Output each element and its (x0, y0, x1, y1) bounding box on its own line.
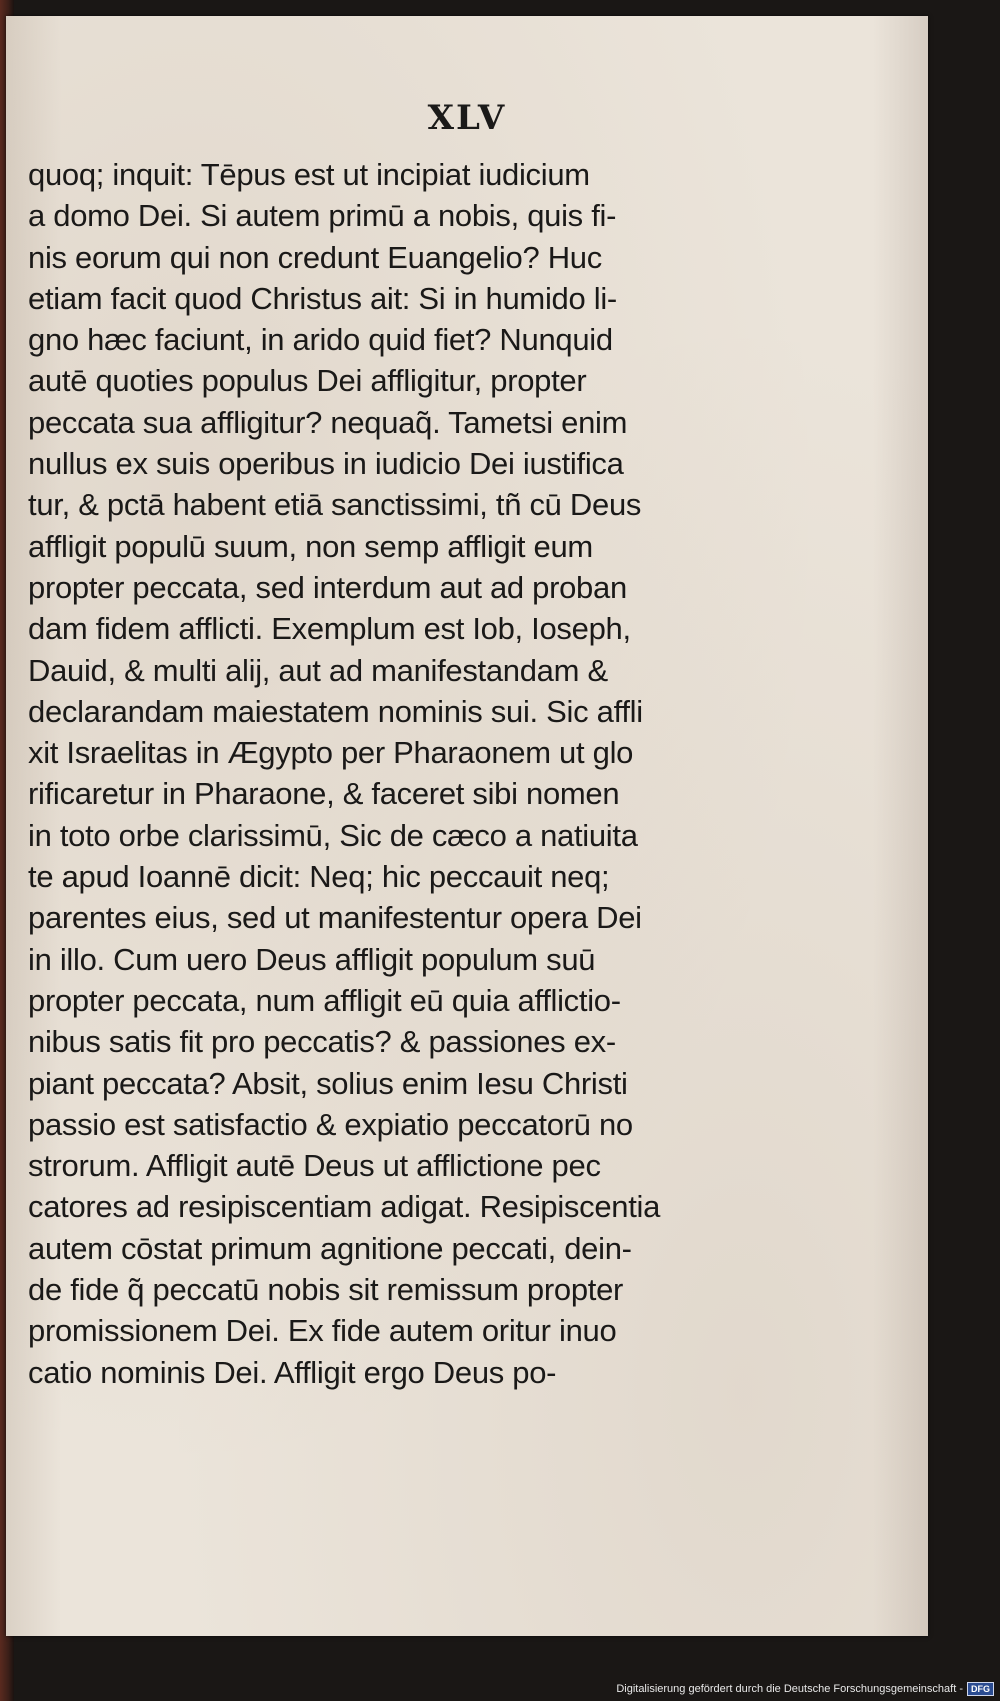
text-line: dam fidem afflicti. Exemplum est Iob, Ioseph, (28, 611, 631, 647)
book-page (6, 16, 928, 1636)
text-line: propter peccata, num affligit eū quia afflictio- (28, 982, 621, 1018)
text-line: peccata sua affligitur? nequaq̃. Tametsi enim (28, 404, 628, 440)
page-header-folio: XLV (427, 98, 507, 138)
text-line: etiam facit quod Christus ait: Si in humido li- (28, 280, 617, 316)
text-line: nullus ex suis operibus in iudicio Dei iustifica (28, 446, 624, 482)
digitization-credit (616, 1681, 994, 1697)
text-line: propter peccata, sed interdum aut ad proban (28, 569, 627, 605)
text-line: autē quoties populus Dei affligitur, propter (28, 363, 587, 399)
text-line: promissionem Dei. Ex fide autem oritur inuo (28, 1313, 617, 1349)
text-line: de fide q̃ peccatū nobis sit remissum propter (28, 1272, 624, 1308)
text-line: Dauid, & multi alij, aut ad manifestandam & (28, 652, 608, 688)
text-line: declarandam maiestatem nominis sui. Sic affli (28, 693, 643, 729)
page-text-block (28, 154, 718, 1393)
text-line: catio nominis Dei. Affligit ergo Deus po- (28, 1354, 557, 1390)
text-line: catores ad resipiscentiam adigat. Resipiscentia (28, 1189, 661, 1225)
text-line: nis eorum qui non credunt Euangelio? Huc (28, 239, 602, 275)
text-line: quoq; inquit: Tēpus est ut incipiat iudicium (28, 157, 590, 192)
credit-text: Digitalisierung gefördert durch die Deutsche Forschungsgemeinschaft - (616, 1683, 963, 1695)
text-line: affligit populū suum, non semp affligit eum (28, 528, 593, 564)
text-line: a domo Dei. Si autem primū a nobis, quis fi- (28, 198, 617, 234)
text-line: rificaretur in Pharaone, & faceret sibi nomen (28, 776, 620, 812)
text-line: strorum. Affligit autē Deus ut afflictione pec (28, 1148, 601, 1184)
text-line: xit Israelitas in Ægypto per Pharaonem ut glo (28, 735, 634, 771)
text-line: tur, & pctā habent etiā sanctissimi, tñ cū Deus (28, 487, 642, 523)
text-line: autem cōstat primum agnitione peccati, dein- (28, 1230, 632, 1266)
text-line: in toto orbe clarissimū, Sic de cæco a natiuita (28, 817, 638, 853)
text-line: passio est satisfactio & expiatio peccatorū no (28, 1106, 633, 1142)
text-line: parentes eius, sed ut manifestentur opera Dei (28, 900, 642, 936)
text-line: te apud Ioannē dicit: Neq; hic peccauit neq; (28, 859, 610, 895)
text-line: piant peccata? Absit, solius enim Iesu Christi (28, 1065, 628, 1101)
dfg-logo: DFG (967, 1682, 994, 1696)
text-line: nibus satis fit pro peccatis? & passiones ex- (28, 1024, 616, 1060)
text-line: gno hæc faciunt, in arido quid fiet? Nunquid (28, 322, 613, 358)
text-line: in illo. Cum uero Deus affligit populum suū (28, 941, 596, 977)
